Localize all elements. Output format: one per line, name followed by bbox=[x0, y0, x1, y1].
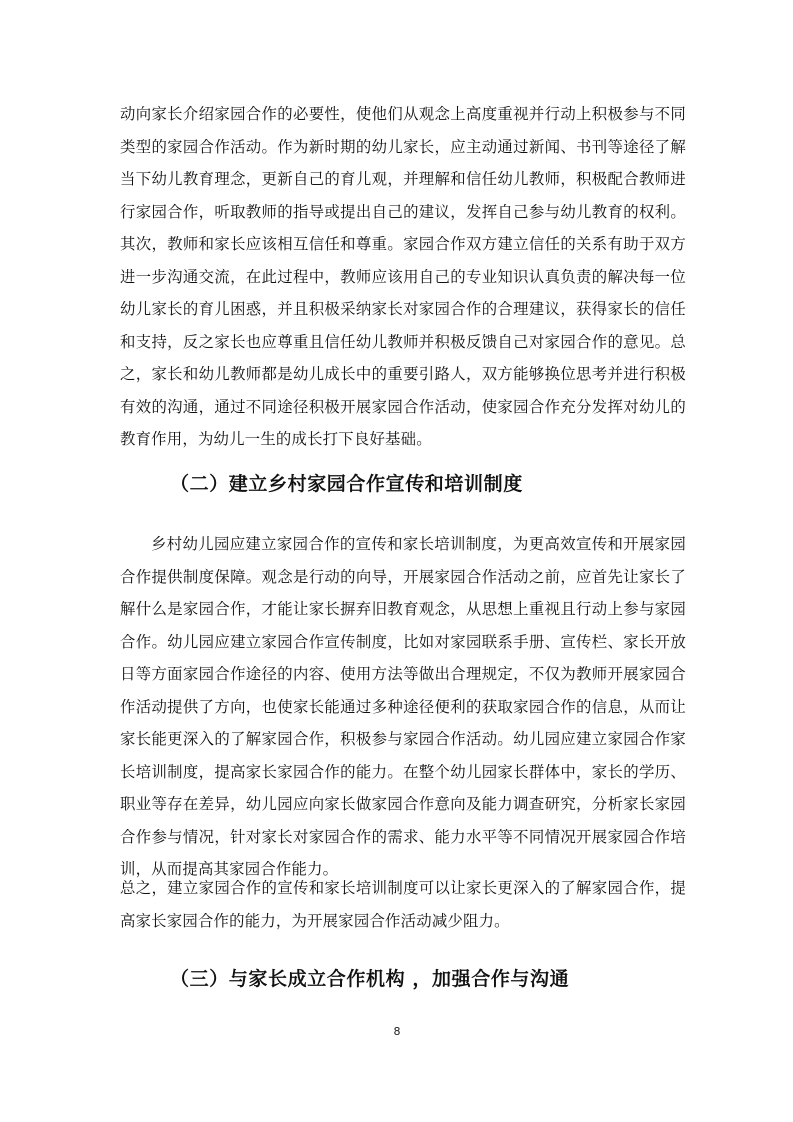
page-number: 8 bbox=[393, 1025, 401, 1038]
section-heading-3: （三）与家长成立合作机构 ，加强合作与沟通 bbox=[170, 968, 570, 990]
paragraph-summary: 总之，建立家园合作的宣传和家长培训制度可以让家长更深入的了解家园合作，提高家长家园合作的能力，为开展家园合作活动减少阻力。 bbox=[120, 879, 686, 930]
section-heading-2: （二）建立乡村家园合作宣传和培训制度 bbox=[170, 473, 523, 495]
paragraph-publicity-training-system: 乡村幼儿园应建立家园合作的宣传和家长培训制度，为更高效宣传和开展家园合作提供制度保障。观念是行动的向导，开展家园合作活动之前，应首先让家长了解什么是家园合作，才能让家长摒弃旧教育观念，从思想上重视且行动上参与家园合作。幼儿园应建立家园合作宣传制度，比如对家园联系手册、宣传栏、家长开放日等方面家园合作途径的内容、使用方法等做出合理规定，不仅为教师开展家园合作活动提供了方向，也使家长能通过多种途径便利的获取家园合作的信息，从而让家长能更深入的了解家园合作，积极参与家园合作活动。幼儿园应建立家园合作家长培训制度，提高家长家园合作的能力。在整个幼儿园家长群体中，家长的学历、职业等存在差异，幼儿园应向家长做家园合作意向及能力调查研究，分析家长家园合作参与情况，针对家长对家园合作的需求、能力水平等不同情况开展家园合作培训，从而提高其家园合作能力。 bbox=[120, 535, 686, 878]
paragraph-home-school-cooperation-importance: 动向家长介绍家园合作的必要性，使他们从观念上高度重视并行动上积极参与不同类型的家园合作活动。作为新时期的幼儿家长，应主动通过新闻、书刊等途径了解当下幼儿教育理念，更新自己的育儿观，并理解和信任幼儿教师，积极配合教师进行家园合作，听取教师的指导或提出自己的建议，发挥自己参与幼儿教育的权利。其次，教师和家长应该相互信任和尊重。家园合作双方建立信任的关系有助于双方进一步沟通交流，在此过程中，教师应该用自己的专业知识认真负责的解决每一位幼儿家长的育儿困惑，并且积极采纳家长对家园合作的合理建议，获得家长的信任和支持，反之家长也应尊重且信任幼儿教师并积极反馈自己对家园合作的意见。总之，家长和幼儿教师都是幼儿成长中的重要引路人，双方能够换位思考并进行积极有效的沟通，通过不同途径积极开展家园合作活动，使家园合作充分发挥对幼儿的教育作用，为幼儿一生的成长打下良好基础。 bbox=[120, 105, 686, 448]
